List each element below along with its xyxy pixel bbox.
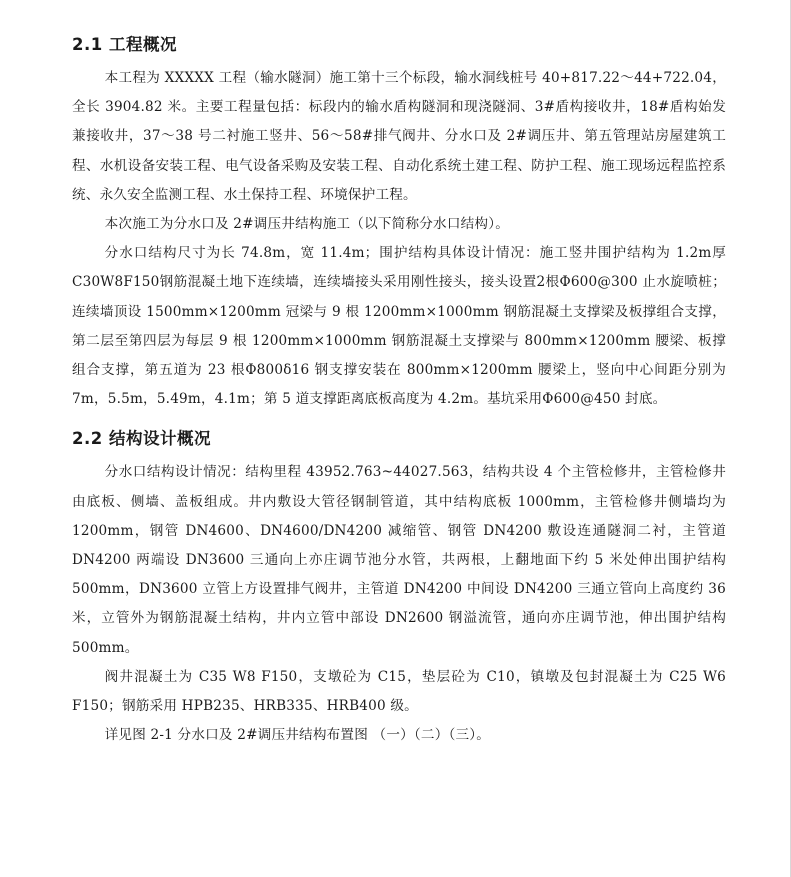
paragraph-materials: 阀井混凝土为 C35 W8 F150，支墩砼为 C15，垫层砼为 C10，镇墩及包封混凝土为 C25 W6 F150；钢筋采用 HPB235、HRB335、HRB400 级。 [72,668,726,715]
paragraph-structure-design: 分水口结构设计情况：结构里程 43952.763~44027.563，结构共设 4 个主管检修井，主管检修井由底板、侧墙、盖板组成。井内敷设大管径钢制管道，其中结构底板 1000mm，主管检修井侧墙均为 1200mm，钢管 DN4600、DN4600/DN4200 减缩管、钢管 DN4200 敷设连通隧洞二衬，主管道 DN4200 两端设 DN3600 三通向上亦庄调节池分水管，共两根，上翻地面下约 5 米处伸出围护结构 500mm，DN3600 立管上方设置排气阀井，主管道 DN4200 中间设 DN4200 三通立管向上高度约 36 米，立管外为钢筋混凝土结构，井内立管中部设 DN2600 钢溢流管，通向亦庄调节池，伸出围护结构 500mm。 [72,464,726,656]
paragraph-figure-reference: 详见图 2-1 分水口及 2#调压井结构布置图 （一）（二）（三）。 [104,727,491,744]
section-heading-project-overview: 2.1 工程概况 [72,35,177,54]
paragraph-project-scope: 本工程为 XXXXX 工程（输水隧洞）施工第十三个标段，输水洞线桩号 40+817.22～44+722.04，全长 3904.82 米。主要工程量包括：标段内的输水盾构隧洞和现浇隧洞、3#盾构接收井，18#盾构始发兼接收井，37～38 号二衬施工竖井、56～58#排气阀井、分水口及 2#调压井、第五管理站房屋建筑工程、水机设备安装工程、电气设备采购及安装工程、自动化系统土建工程、防护工程、施工现场远程监控系统、永久安全监测工程、水土保持工程、环境保护工程。 [72,70,726,203]
paragraph-retaining-structure: 分水口结构尺寸为长 74.8m，宽 11.4m；围护结构具体设计情况：施工竖井围护结构为 1.2m厚C30W8F150钢筋混凝土地下连续墙，连续墙接头采用刚性接头，接头设置2根Φ600@300 止水旋喷桩；连续墙顶设 1500mm×1200mm 冠梁与 9 根 1200mm×1000mm 钢筋混凝土支撑梁及板撑组合支撑，第二层至第四层为每层 9 根 1200mm×1000mm 钢筋混凝土支撑梁与 800mm×1200mm 腰梁、板撑组合支撑，第五道为 23 根Φ800δ16 钢支撑安装在 800mm×1200mm 腰梁上，竖向中心间距分别为 7m，5.5m，5.49m，4.1m；第 5 道支撑距离底板高度为 4.2m。基坑采用Φ600@450 封底。 [72,245,726,408]
paragraph-construction-scope: 本次施工为分水口及 2#调压井结构施工（以下简称分水口结构）。 [104,216,510,233]
section-heading-structural-design: 2.2 结构设计概况 [72,429,211,449]
